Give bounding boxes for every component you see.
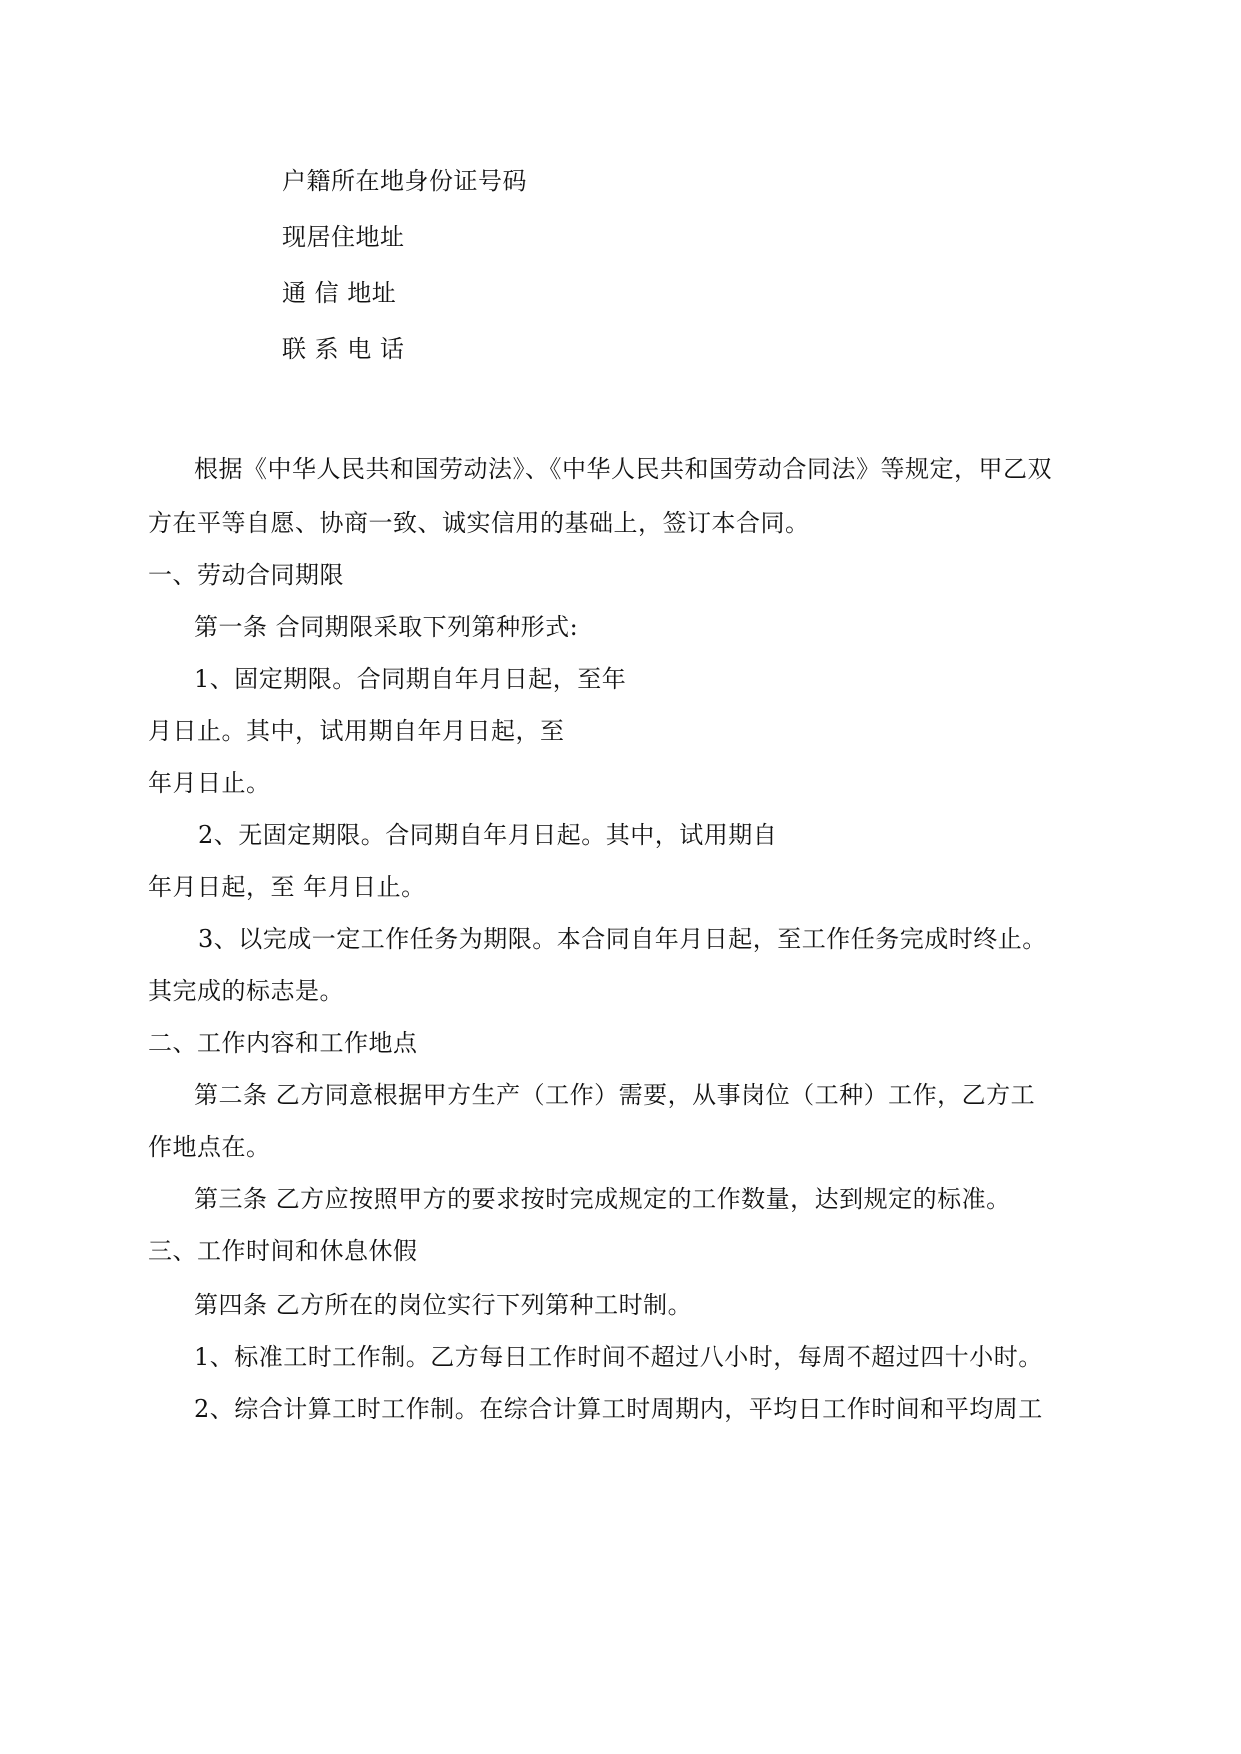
preamble-line-1: 根据《中华人民共和国劳动法》、《中华人民共和国劳动合同法》等规定，甲乙双	[194, 455, 1052, 483]
article-1-item-1-line-1: 1、固定期限。合同期自年月日起，至年	[194, 665, 627, 693]
mailing-address-label: 通 信 地址	[282, 279, 397, 307]
preamble-line-2: 方在平等自愿、协商一致、诚实信用的基础上，签订本合同。	[148, 509, 810, 537]
article-2-line-1: 第二条 乙方同意根据甲方生产（工作）需要，从事岗位（工种）工作，乙方工	[194, 1081, 1036, 1109]
article-1-item-2-line-2: 年月日起，至 年月日止。	[148, 873, 426, 901]
article-1: 第一条 合同期限采取下列第种形式:	[194, 613, 579, 641]
article-1-item-3-line-2: 其完成的标志是。	[148, 977, 344, 1005]
article-1-item-3-line-1: 3、以完成一定工作任务为期限。本合同自年月日起，至工作任务完成时终止。	[198, 925, 1047, 953]
id-number-label: 户籍所在地身份证号码	[282, 167, 527, 195]
article-4-item-2: 2、综合计算工时工作制。在综合计算工时周期内，平均日工作时间和平均周工	[194, 1395, 1043, 1423]
section-2-heading: 二、工作内容和工作地点	[148, 1029, 418, 1057]
section-3-heading: 三、工作时间和休息休假	[148, 1237, 418, 1265]
article-4-item-1: 1、标准工时工作制。乙方每日工作时间不超过八小时，每周不超过四十小时。	[194, 1343, 1043, 1371]
article-4: 第四条 乙方所在的岗位实行下列第种工时制。	[194, 1291, 693, 1319]
article-3: 第三条 乙方应按照甲方的要求按时完成规定的工作数量，达到规定的标准。	[194, 1185, 1011, 1213]
phone-label: 联 系 电 话	[282, 335, 405, 363]
article-1-item-1-line-2: 月日止。其中，试用期自年月日起，至	[148, 717, 565, 745]
article-2-line-2: 作地点在。	[148, 1133, 271, 1161]
article-1-item-2-line-1: 2、无固定期限。合同期自年月日起。其中，试用期自	[198, 821, 778, 849]
section-1-heading: 一、劳动合同期限	[148, 561, 344, 589]
article-1-item-1-line-3: 年月日止。	[148, 769, 271, 797]
current-address-label: 现居住地址	[282, 223, 405, 251]
